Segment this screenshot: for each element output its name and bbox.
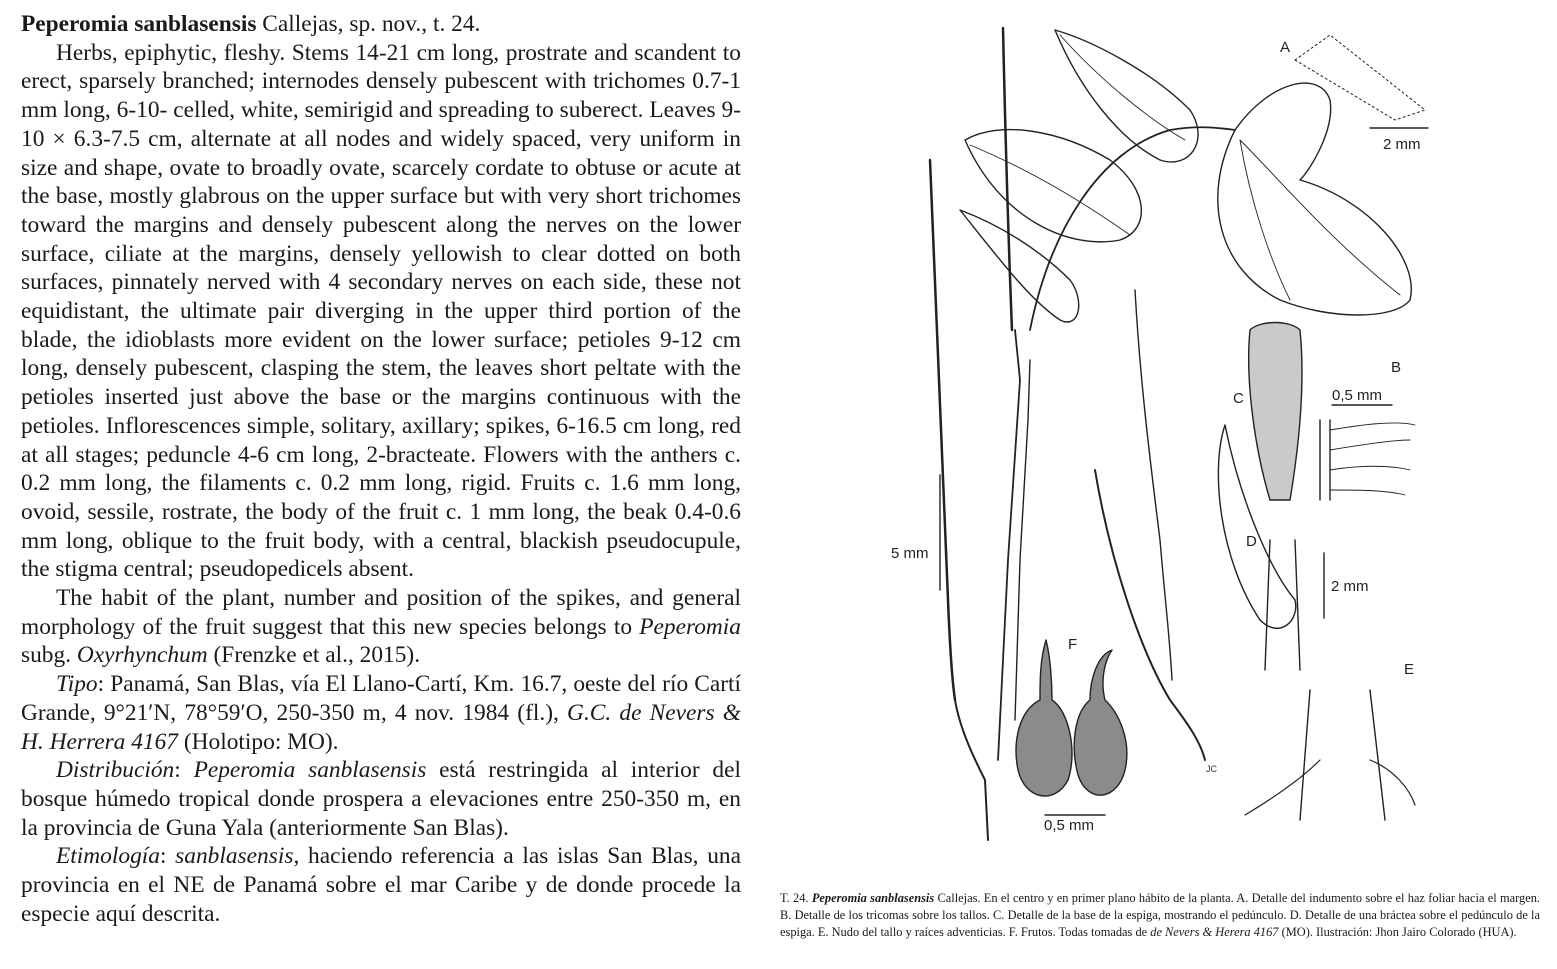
caption-prefix: T. 24. [780,891,812,905]
caption-text: Callejas. En el centro y en primer plano hábito de la planta. A. Detalle del indumento sobre el haz foliar hacia el margen. B. Detalle de los tricomas sobre los tallos. C. Detalle de la base de la espiga, mostrando el pedúnculo. D. Detalle de una bráctea sobre el pedúnculo de la espiga. E. Nudo del tallo y raíces adventicias. F. Frutos. Todas tomadas de [780,891,1540,939]
scale-label-d: 2 mm [1331,578,1369,595]
label-a: A [1280,39,1291,56]
label-c: C [1233,390,1244,407]
species-name: Peperomia sanblasensis [21,11,257,37]
stem-main-1 [998,330,1020,760]
leaf-lower-left [960,210,1079,322]
tipo-label: Tipo [56,671,98,698]
petiole-curve [1030,127,1235,330]
tipo-paragraph [21,670,741,756]
label-d: D [1246,533,1257,550]
tipo-holotype: (Holotipo: MO). [178,728,339,755]
article-body [21,10,741,929]
etimologia-label: Etimología [56,843,160,870]
caption-species: Peperomia sanblasensis [811,891,935,905]
habit-text: subg. [21,642,77,669]
species-authority: Callejas, sp. nov., t. 24. [256,11,481,37]
caption-collectors: de Nevers & Herera 4167 [1150,925,1279,939]
detail-e-node [1300,690,1385,820]
detail-a-outline [1295,35,1425,120]
scale-label-main: 5 mm [891,545,929,562]
leaf-center [1055,30,1198,162]
label-b: B [1391,359,1402,376]
etimologia-epithet: sanblasensis [175,843,294,870]
botanical-illustration [880,20,1440,850]
scale-label-b: 0,5 mm [1332,387,1383,404]
illustrator-signature: JC [1206,764,1217,774]
spike-top [1003,28,1012,330]
tipo-collectors: G.C. de Nevers & H. Herrera 4167 [21,699,741,755]
label-e: E [1404,661,1415,678]
species-heading-paragraph [21,10,741,39]
petiole-curve-2 [1135,290,1172,680]
scale-label-a: 2 mm [1383,136,1421,153]
distribucion-paragraph [21,756,741,842]
etimologia-paragraph [21,842,741,928]
subgenus-name: Oxyrhynchum [76,642,208,669]
scale-label-f: 0,5 mm [1044,817,1095,834]
detail-c-spike [1249,323,1302,501]
habit-paragraph [21,584,741,670]
label-f: F [1068,636,1078,653]
etimologia-colon: : [159,843,176,870]
stem-lower-left [955,700,988,840]
figure-caption [780,890,1540,941]
distribucion-label: Distribución [56,757,175,784]
fruit-1 [1016,640,1072,796]
habit-citation: (Frenzke et al., 2015). [207,642,421,669]
etimologia-text: , haciendo referencia a las islas San Blas, una provincia en el NE de Panamá sobre el mar Caribe y de donde procede la especie aquí descrita. [21,843,741,927]
habit-text: The habit of the plant, number and position of the spikes, and general morphology of the fruit suggest that this new species belongs to [21,585,741,640]
detail-b-stem [1320,420,1330,500]
tipo-text: : Panamá, San Blas, vía El Llano-Cartí, Km. 16.7, oeste del río Cartí Grande, 9°21′N, 78°59′O, 250-350 m, 4 nov. 1984 (fl.), [21,671,741,726]
distribucion-text: está restringida al interior del bosque húmedo tropical donde prospera a elevaciones entre 250-350 m, en la provincia de Guna Yala (anteriormente San Blas). [21,757,741,841]
caption-credit: (MO). Ilustración: Jhon Jairo Colorado (HUA). [1278,925,1517,939]
genus-name: Peperomia [639,613,741,640]
fruit-2 [1074,650,1127,795]
description-paragraph: Herbs, epiphytic, fleshy. Stems 14-21 cm long, prostrate and scandent to erect, sparsely branched; internodes densely pubescent with trichomes 0.7-1 mm long, 6-10- celled, white, semirigid and spreading to suberect. Leaves 9-10 × 6.3-7.5 cm, alternate at all nodes and widely spaced, very uniform in size and shape, ovate to broadly ovate, scarcely cordate to obtuse or acute at the base, mostly glabrous on the upper surface but with very short trichomes toward the margins and densely pubescent along the nerves on the lower surface, ciliate at the margins, densely yellowish to clear dotted on both surfaces, pinnately nerved with 4 secondary nerves on each side, these not equidistant, the ultimate pair diverging in the upper third portion of the blade, the idioblasts more evident on the lower surface; petioles 9-12 cm long, densely pubescent, clasping the stem, the leaves short peltate with the petioles inserted just above the base or the margins continuous with the petioles. Inflorescences simple, solitary, axillary; spikes, 6-16.5 cm long, red at all stages; peduncle 4-6 cm long, 2-bracteate. Flowers with the anthers c. 0.2 mm long, the filaments c. 0.2 mm long, rigid. Fruits c. 1.6 mm long, ovoid, sessile, rostrate, the body of the fruit c. 1 mm long, the beak 0.4-0.6 mm long, oblique to the fruit body, with a central, blackish pseudocupule, the stigma central; pseudopedicels absent. [21,39,741,583]
distribucion-species: Peperomia sanblasensis [193,757,427,784]
spike-left [930,160,955,700]
distribucion-colon: : [174,757,194,784]
